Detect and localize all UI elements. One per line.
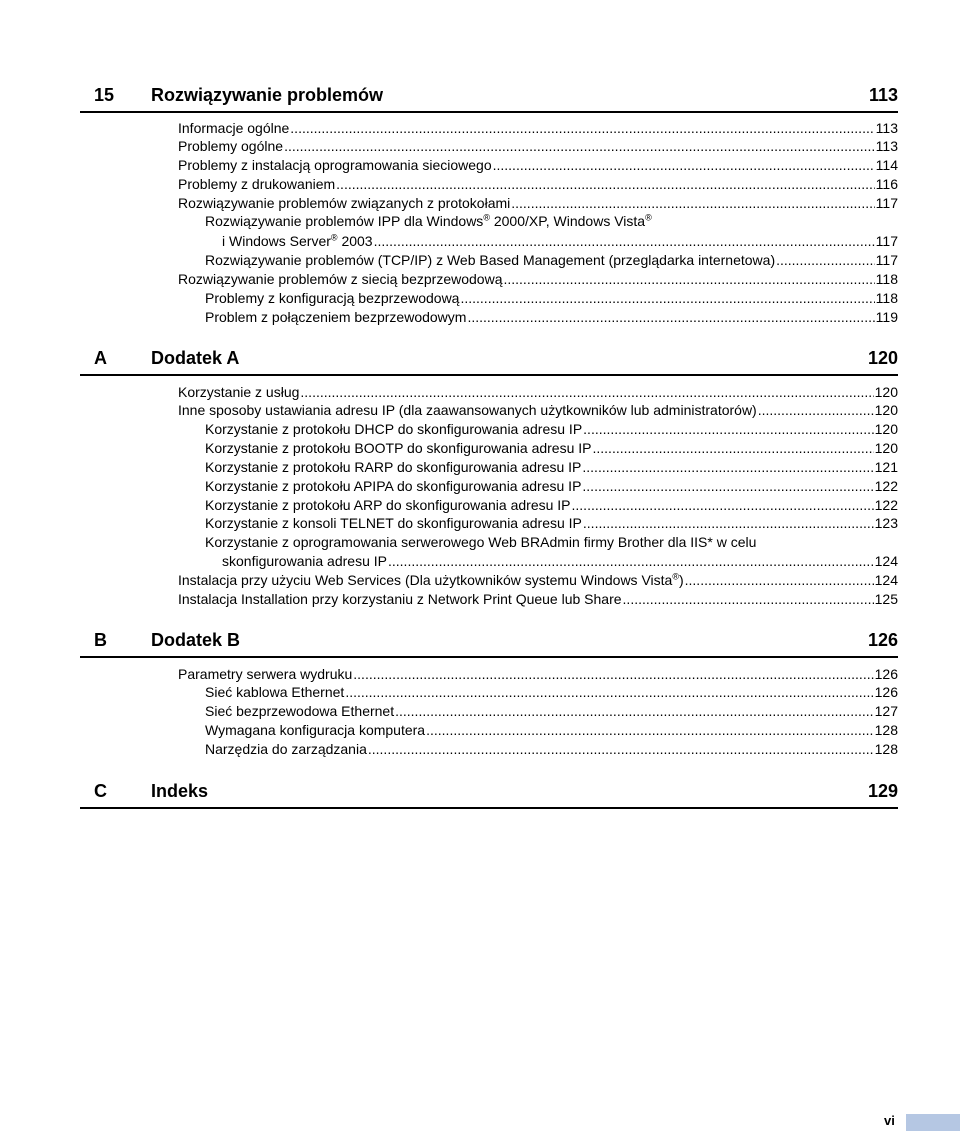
toc-entry-title: Korzystanie z konsoli TELNET do skonfigurowania adresu IP bbox=[205, 515, 582, 531]
toc-entry-page: 125 bbox=[874, 591, 898, 607]
toc-entry[interactable] bbox=[205, 289, 898, 307]
toc-entry-title: Inne sposoby ustawiania adresu IP (dla zaawansowanych użytkowników lub administratorów) bbox=[178, 402, 757, 418]
toc-entry[interactable] bbox=[178, 270, 898, 288]
toc-entry[interactable] bbox=[178, 137, 898, 155]
toc-entry[interactable] bbox=[178, 156, 898, 174]
toc-entry-page: 120 bbox=[874, 421, 898, 437]
toc-entry[interactable] bbox=[205, 308, 898, 326]
chapter-page: 129 bbox=[867, 781, 898, 801]
toc-entry-title: Rozwiązywanie problemów IPP dla Windows bbox=[205, 213, 484, 229]
toc-entry-title: Problem z połączeniem bezprzewodowym bbox=[205, 309, 467, 325]
toc-entry-title: Korzystanie z protokołu DHCP do skonfigurowania adresu IP bbox=[205, 421, 583, 437]
toc-entry[interactable] bbox=[205, 702, 898, 720]
toc-entry-title: Instalacja Installation przy korzystaniu z Network Print Queue lub Share bbox=[178, 591, 622, 607]
toc-entry-title: Sieć kablowa Ethernet bbox=[205, 684, 345, 700]
toc-entry-page: 120 bbox=[874, 440, 898, 456]
toc-entry-page: 113 bbox=[875, 120, 898, 136]
registered-mark: ® bbox=[483, 212, 490, 223]
toc-entry-page: 126 bbox=[874, 684, 898, 700]
toc-entry[interactable] bbox=[178, 175, 898, 193]
toc-entry-page: 128 bbox=[874, 741, 898, 757]
toc-entry-page: 117 bbox=[875, 233, 898, 249]
toc-entry-page: 119 bbox=[875, 309, 898, 325]
toc-entry-title: Problemy z instalacją oprogramowania sieciowego bbox=[178, 157, 492, 173]
toc-entry[interactable] bbox=[178, 665, 898, 683]
toc-entry-title: Sieć bezprzewodowa Ethernet bbox=[205, 703, 395, 719]
toc-entry-page: 123 bbox=[874, 515, 898, 531]
toc-entry-page: 116 bbox=[875, 176, 898, 192]
toc-entry-title: Korzystanie z protokołu ARP do skonfigurowania adresu IP bbox=[205, 497, 571, 513]
toc-entry-line[interactable] bbox=[205, 533, 756, 551]
chapter-heading[interactable] bbox=[80, 781, 898, 809]
registered-mark: ® bbox=[672, 571, 679, 582]
toc-entry-title-cont: 2003 bbox=[337, 233, 373, 249]
toc-entry[interactable] bbox=[178, 401, 898, 419]
chapter-number: 15 bbox=[94, 85, 115, 105]
toc-entry-page: 117 bbox=[875, 195, 898, 211]
toc-entry-title: Rozwiązywanie problemów (TCP/IP) z Web Based Management (przeglądarka internetowa) bbox=[205, 252, 776, 268]
toc-entry-page: 124 bbox=[874, 572, 898, 588]
toc-entry-page: 120 bbox=[874, 402, 898, 418]
toc-entry[interactable] bbox=[205, 420, 898, 438]
toc-entry-title: Informacje ogólne bbox=[178, 120, 290, 136]
toc-entry[interactable] bbox=[205, 514, 898, 532]
toc-entry-title: i Windows Server bbox=[222, 233, 331, 249]
toc-entry-page: 122 bbox=[874, 478, 898, 494]
toc-entry-page: 126 bbox=[874, 666, 898, 682]
toc-entry[interactable] bbox=[178, 194, 898, 212]
toc-entry-title: Narzędzia do zarządzania bbox=[205, 741, 367, 757]
toc-entry-title: Rozwiązywanie problemów z siecią bezprzewodową bbox=[178, 271, 503, 287]
chapter-title: Dodatek B bbox=[151, 630, 241, 650]
toc-entry[interactable] bbox=[205, 683, 898, 701]
toc-entry[interactable] bbox=[205, 251, 898, 269]
toc-entry[interactable] bbox=[205, 721, 898, 739]
chapter-number: A bbox=[94, 348, 107, 368]
toc-entry-title: Problemy ogólne bbox=[178, 138, 284, 154]
chapter-heading[interactable] bbox=[80, 348, 898, 376]
footer-tab bbox=[906, 1114, 960, 1131]
toc-entry[interactable] bbox=[205, 740, 898, 758]
toc-entry-title-cont: 2000/XP, Windows Vista bbox=[489, 213, 646, 229]
chapter-title: Rozwiązywanie problemów bbox=[151, 85, 384, 105]
toc-entry[interactable] bbox=[205, 439, 898, 457]
toc-entry[interactable] bbox=[205, 458, 898, 476]
footer-page-number: vi bbox=[884, 1113, 895, 1128]
toc-entry[interactable] bbox=[178, 383, 898, 401]
toc-entry-title: Problemy z drukowaniem bbox=[178, 176, 336, 192]
toc-entry-page: 118 bbox=[875, 290, 898, 306]
toc-entry[interactable] bbox=[205, 477, 898, 495]
chapter-page: 113 bbox=[868, 85, 898, 105]
toc-entry-line[interactable] bbox=[205, 212, 652, 230]
chapter-number: B bbox=[94, 630, 107, 650]
toc-entry-title: Parametry serwera wydruku bbox=[178, 666, 353, 682]
toc-entry-title: Korzystanie z oprogramowania serwerowego Web BRAdmin firmy Brother dla IIS* w celu bbox=[205, 534, 757, 550]
toc-entry-page: 118 bbox=[875, 271, 898, 287]
toc-entry-title: Korzystanie z protokołu APIPA do skonfigurowania adresu IP bbox=[205, 478, 582, 494]
toc-entry-title: Rozwiązywanie problemów związanych z protokołami bbox=[178, 195, 511, 211]
chapter-title: Dodatek A bbox=[151, 348, 240, 368]
chapter-page: 120 bbox=[867, 348, 898, 368]
toc-entry[interactable] bbox=[178, 119, 898, 137]
toc-entry-page: 122 bbox=[874, 497, 898, 513]
toc-entry-title: skonfigurowania adresu IP bbox=[222, 553, 387, 569]
chapter-heading[interactable] bbox=[80, 630, 898, 658]
toc-entry-title: Problemy z konfiguracją bezprzewodową bbox=[205, 290, 460, 306]
toc-entry[interactable] bbox=[205, 496, 898, 514]
chapter-page: 126 bbox=[867, 630, 898, 650]
toc-entry[interactable] bbox=[222, 552, 898, 570]
toc-entry-page: 127 bbox=[874, 703, 898, 719]
toc-entry-title: Instalacja przy użyciu Web Services (Dla użytkowników systemu Windows Vista bbox=[178, 572, 673, 588]
toc-entry-page: 117 bbox=[875, 252, 898, 268]
toc-entry-page: 124 bbox=[874, 553, 898, 569]
toc-entry-title-cont: ) bbox=[678, 572, 684, 588]
toc-entry[interactable] bbox=[222, 232, 898, 250]
toc-entry-title: Korzystanie z usług bbox=[178, 384, 300, 400]
chapter-heading[interactable] bbox=[80, 85, 898, 113]
toc-entry[interactable] bbox=[178, 571, 898, 589]
registered-mark: ® bbox=[645, 212, 652, 223]
toc-entry[interactable] bbox=[178, 590, 898, 608]
toc-entry-page: 121 bbox=[874, 459, 898, 475]
toc-entry-page: 114 bbox=[875, 157, 898, 173]
toc-entry-title: Korzystanie z protokołu RARP do skonfigurowania adresu IP bbox=[205, 459, 582, 475]
chapter-title: Indeks bbox=[151, 781, 209, 801]
toc-entry-title: Wymagana konfiguracja komputera bbox=[205, 722, 426, 738]
toc-entry-page: 128 bbox=[874, 722, 898, 738]
toc-entry-page: 113 bbox=[875, 138, 898, 154]
registered-mark: ® bbox=[330, 232, 338, 243]
toc-entry-page: 120 bbox=[874, 384, 898, 400]
toc-entry-title: Korzystanie z protokołu BOOTP do skonfigurowania adresu IP bbox=[205, 440, 592, 456]
chapter-number: C bbox=[94, 781, 107, 801]
